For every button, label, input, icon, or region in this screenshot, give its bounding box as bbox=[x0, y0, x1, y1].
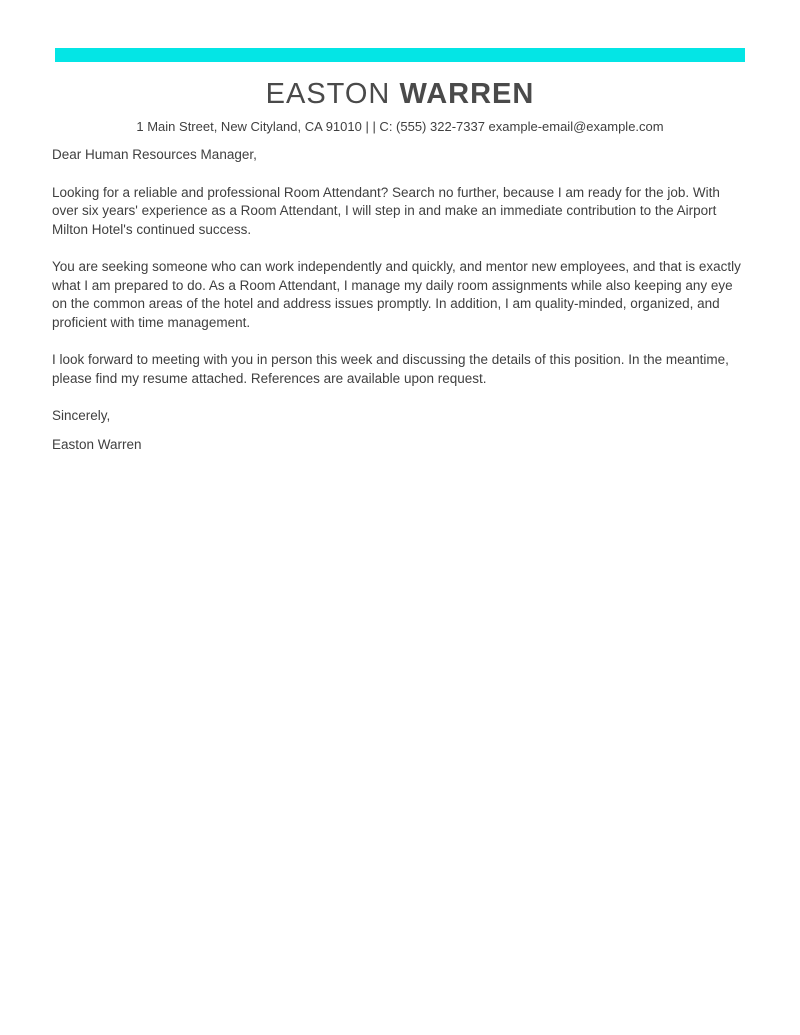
paragraph-1: Looking for a reliable and professional Room Attendant? Search no further, because I am ready for the job. With over six years' experience as a Room Attendant, I will step in and make an immediate contribution to the Airport Milton Hotel's continued success. bbox=[52, 184, 720, 237]
closing: Sincerely, bbox=[52, 408, 111, 423]
contact-line: 1 Main Street, New Cityland, CA 91010 | | C: (555) 322-7337 example-email@example.com bbox=[136, 119, 664, 134]
paragraph-3: I look forward to meeting with you in person this week and discussing the details of this position. In the meantime, please find my resume attached. References are available upon request. bbox=[52, 352, 729, 386]
salutation: Dear Human Resources Manager, bbox=[52, 147, 257, 162]
last-name: WARREN bbox=[399, 78, 535, 110]
page-title bbox=[0, 78, 800, 111]
accent-bar bbox=[55, 48, 745, 62]
paragraph-2: You are seeking someone who can work independently and quickly, and mentor new employees, and that is exactly what I am prepared to do. As a Room Attendant, I manage my daily room assignments while also keeping any eye on the common areas of the hotel and address issues promptly. In addition, I am quality-minded, organized, and proficient with time management. bbox=[52, 259, 741, 330]
first-name: EASTON bbox=[265, 78, 391, 110]
letter-body bbox=[52, 146, 744, 464]
signature: Easton Warren bbox=[52, 436, 142, 452]
